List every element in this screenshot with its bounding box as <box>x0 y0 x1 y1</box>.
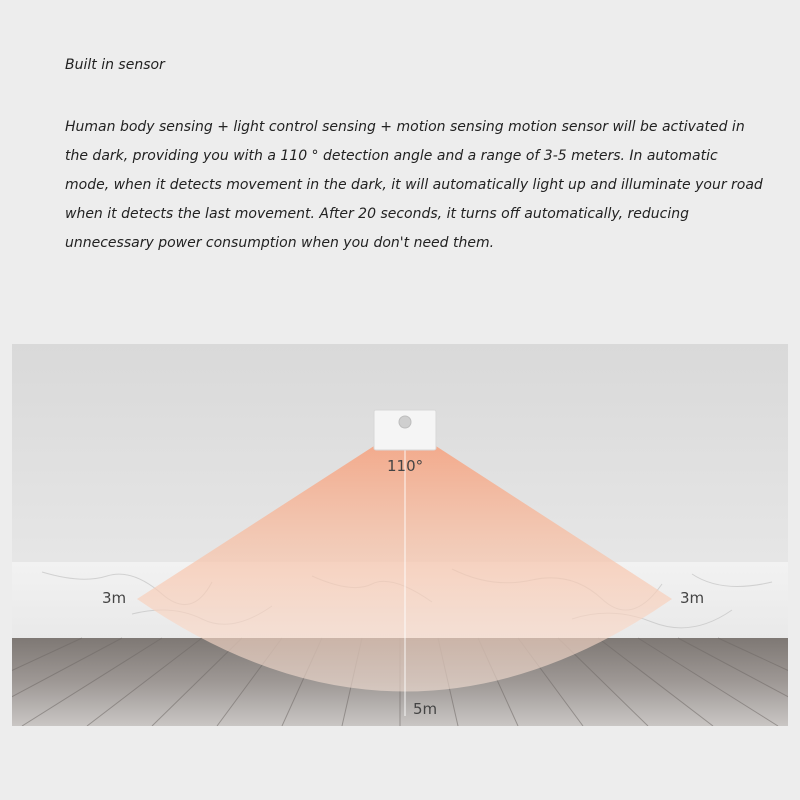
sensor-lens <box>399 416 411 428</box>
left-range-label: 3m <box>102 589 127 607</box>
description-text: Human body sensing + light control sensing + motion sensing motion sensor will be activated in the dark, providing you with a 110 ° detection angle and a range of 3-5 meters. In automatic mode, when it detects movement in the dark, it will automatically light up and illuminate your road when it detects the last movement. After 20 seconds, it turns off automatically, reducing unnecessary power consumption when you don't need them. <box>65 119 763 251</box>
sensor-illustration <box>12 344 788 726</box>
sensor-scene <box>12 344 788 726</box>
angle-label: 110° <box>387 457 424 475</box>
depth-label: 5m <box>413 700 438 718</box>
section-title: Built in sensor <box>65 57 165 73</box>
right-range-label: 3m <box>680 589 705 607</box>
